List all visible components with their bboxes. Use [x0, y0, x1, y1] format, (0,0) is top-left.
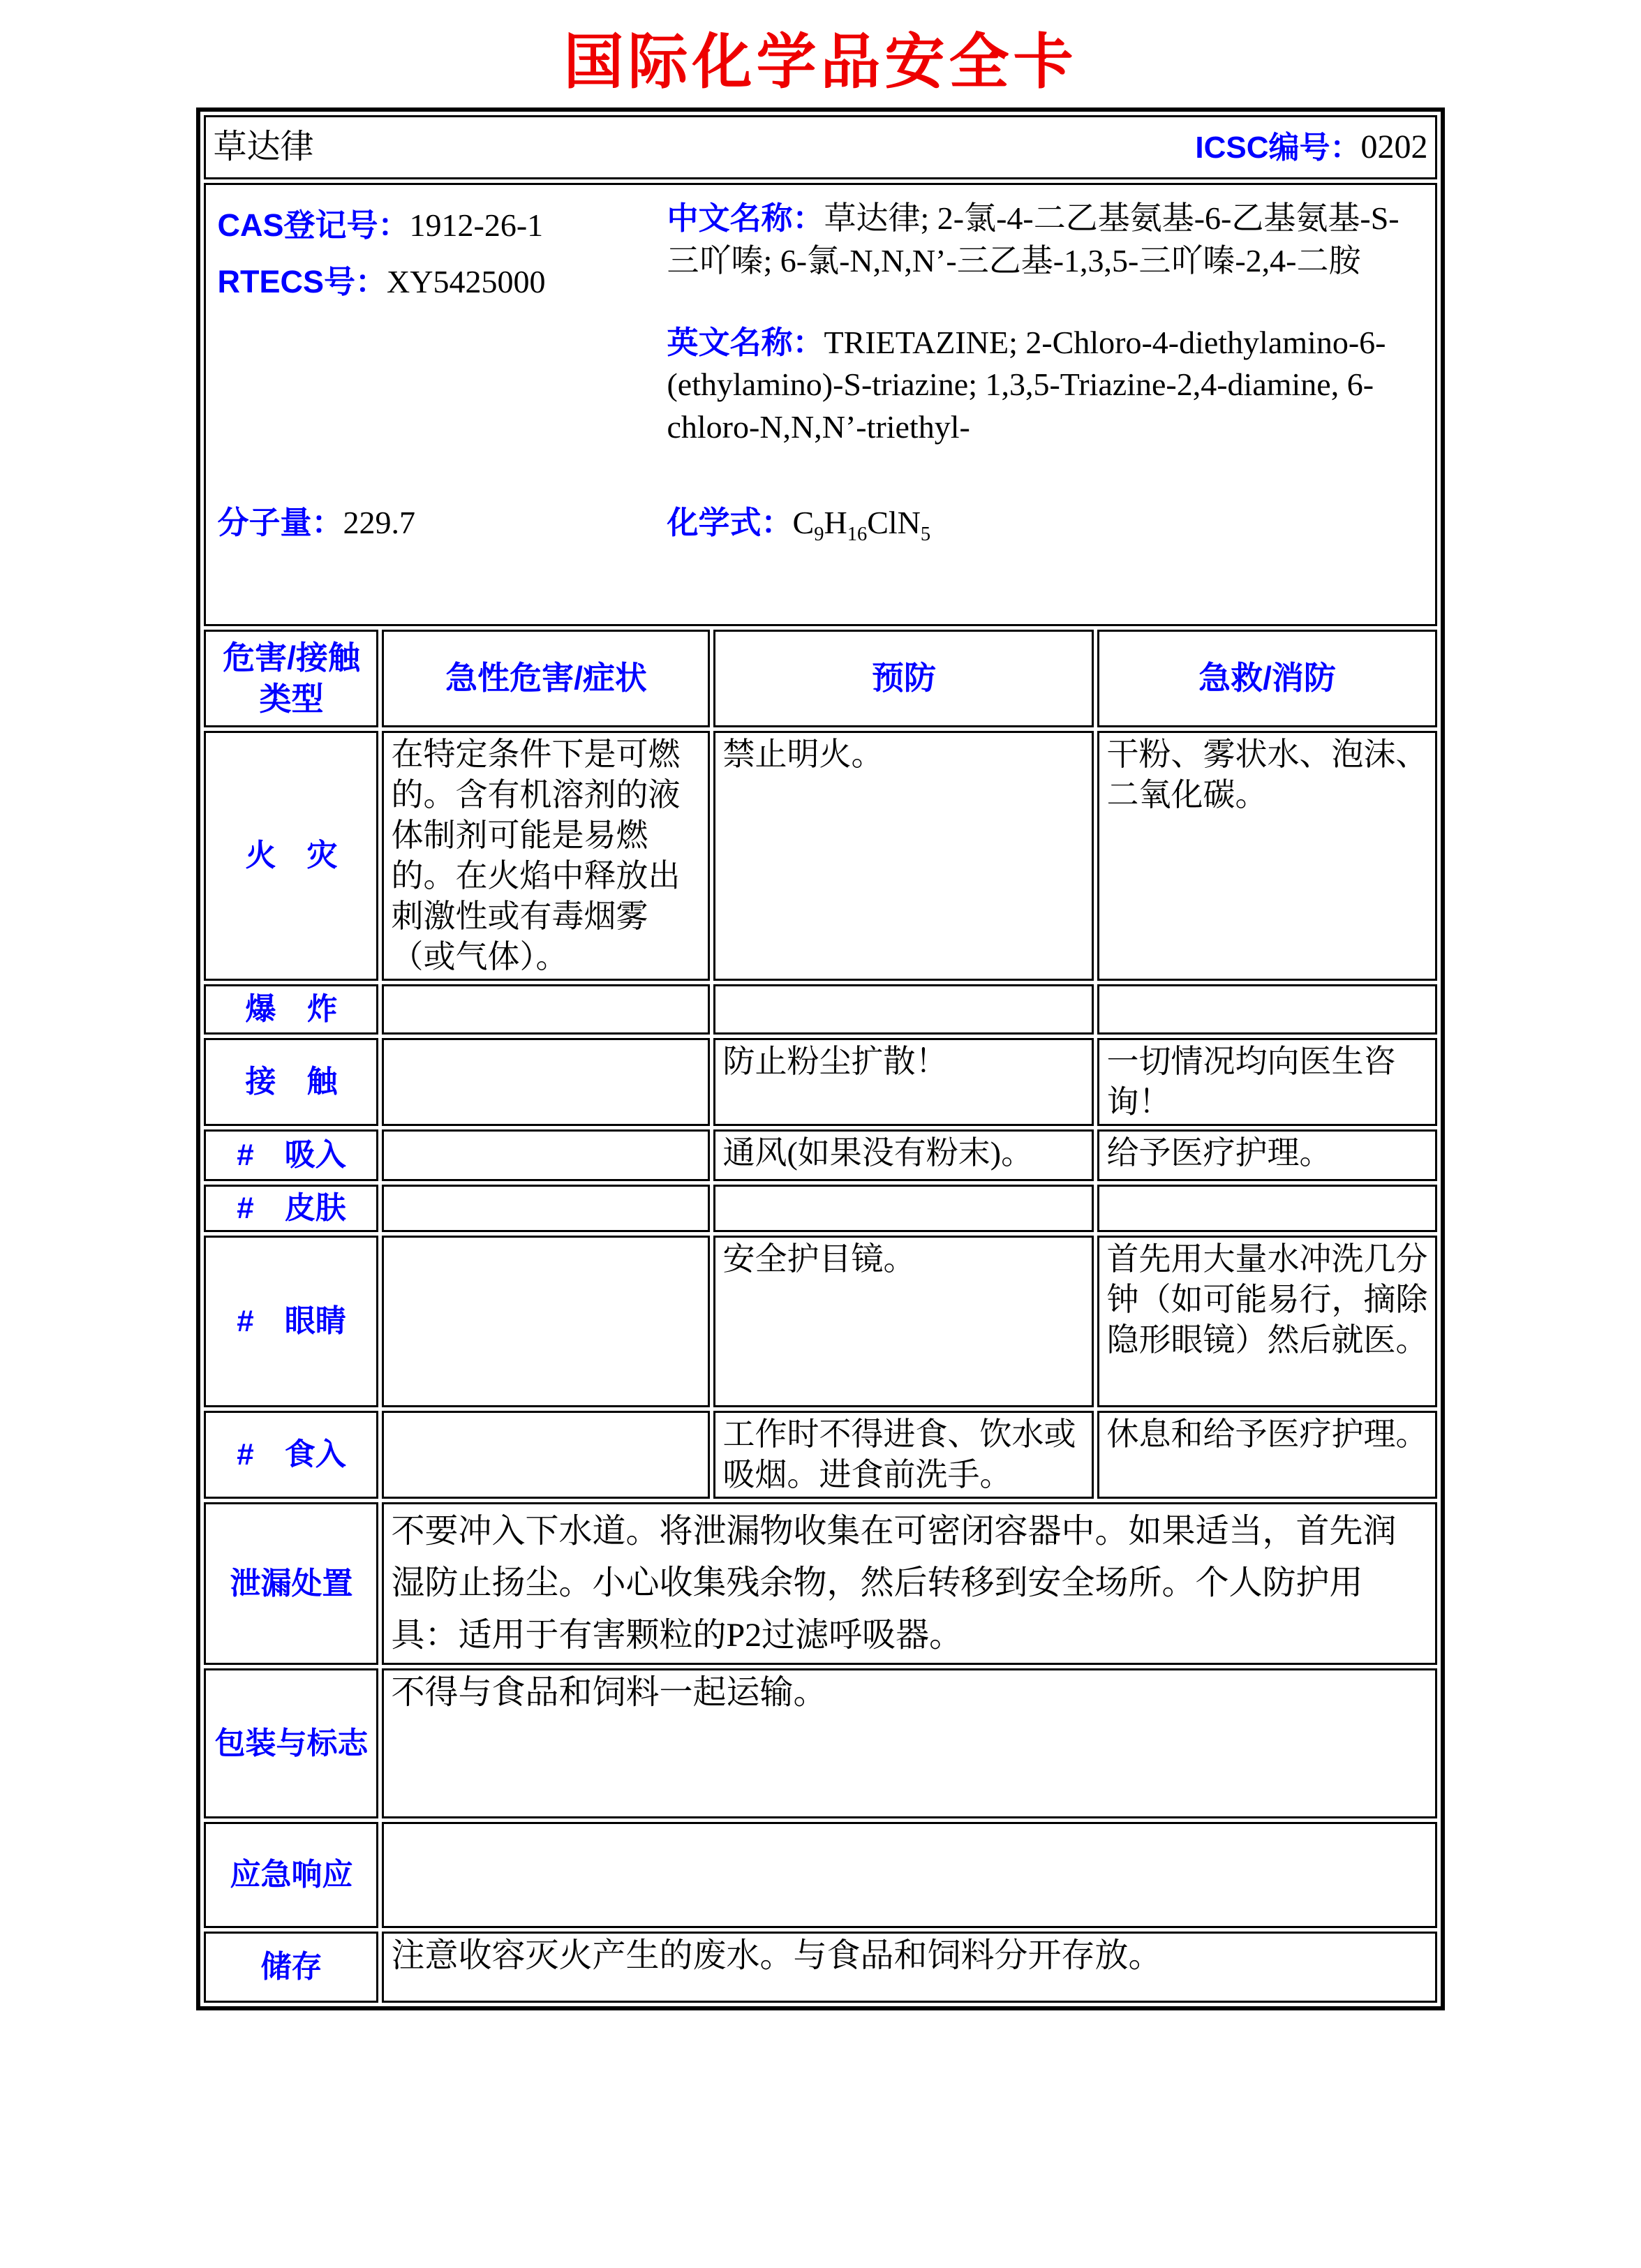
ingestion-prevention: 工作时不得进食、饮水或吸烟。进食前洗手。 [713, 1411, 1094, 1499]
english-name-value: TRIETAZINE; 2-Chloro-4-diethylamino-6-(ethylamino)-S-triazine; 1,3,5-Triazine-2,4-diamine, 6-chloro-N,N,N’-triethyl- [667, 324, 1386, 445]
explosion-prevention [713, 984, 1094, 1035]
eyes-symptoms [382, 1236, 710, 1407]
inhalation-symptoms [382, 1129, 710, 1181]
row-label-skin: # 皮肤 [204, 1185, 378, 1232]
header-acute-symptoms: 急性危害/症状 [382, 630, 710, 727]
table-row-eyes [204, 1236, 1436, 1407]
table-row-skin [204, 1185, 1436, 1232]
skin-first-aid [1097, 1185, 1436, 1232]
chinese-name-label: 中文名称： [667, 200, 824, 237]
icsc-card [196, 108, 1444, 2010]
icsc-number: 0202 [1360, 128, 1428, 166]
fire-first-aid: 干粉、雾状水、泡沫、二氧化碳。 [1097, 731, 1436, 981]
substance-name: 草达律 [213, 128, 314, 166]
row-label-fire: 火 灾 [204, 731, 378, 981]
hazard-table-header [204, 630, 1436, 727]
contact-prevention: 防止粉尘扩散！ [713, 1038, 1094, 1126]
table-row-explosion [204, 984, 1436, 1035]
cas-label: CAS登记号： [217, 207, 410, 244]
name-row-cell [204, 115, 1436, 179]
ingestion-first-aid: 休息和给予医疗护理。 [1097, 1411, 1436, 1499]
name-row [204, 115, 1436, 179]
header-first-aid: 急救/消防 [1097, 630, 1436, 727]
row-label-emergency-response: 应急响应 [204, 1822, 378, 1928]
formula-label: 化学式： [667, 505, 793, 541]
formula-field [667, 503, 931, 546]
rtecs-field [217, 254, 654, 311]
english-name-field [667, 322, 1425, 449]
header-hazard-type: 危害/接触类型 [204, 630, 378, 727]
row-label-spill-disposal: 泄漏处置 [204, 1502, 378, 1665]
chinese-name-value: 草达律; 2-氯-4-二乙基氨基-6-乙基氨基-S-三吖嗪; 6-氯-N,N,N’-三乙基-1,3,5-三吖嗪-2,4-二胺 [667, 200, 1399, 279]
fire-symptoms: 在特定条件下是可燃的。含有机溶剂的液体制剂可能是易燃的。在火焰中释放出刺激性或有毒烟雾（或气体）。 [382, 731, 710, 981]
row-label-inhalation: # 吸入 [204, 1129, 378, 1181]
icsc-label: ICSC编号： [1195, 131, 1361, 165]
rtecs-value: XY5425000 [387, 263, 546, 299]
row-label-packaging-labeling: 包装与标志 [204, 1668, 378, 1818]
identity-cell [204, 183, 1436, 626]
table-row-spill-disposal [204, 1502, 1436, 1665]
storage-content: 注意收容灭火产生的废水。与食品和饲料分开存放。 [382, 1932, 1436, 2003]
skin-symptoms [382, 1185, 710, 1232]
packaging-labeling-content: 不得与食品和饲料一起运输。 [382, 1668, 1436, 1818]
table-row-emergency-response [204, 1822, 1436, 1928]
formula-value: $C_9H_{16}ClN_5$ [792, 505, 931, 546]
table-row-ingestion [204, 1411, 1436, 1499]
row-label-storage: 储存 [204, 1932, 378, 2003]
identity-left-column [217, 198, 654, 617]
molecular-weight-label: 分子量： [217, 505, 343, 541]
ingestion-symptoms [382, 1411, 710, 1499]
table-row-packaging-labeling [204, 1668, 1436, 1818]
eyes-first-aid: 首先用大量水冲洗几分钟（如可能易行，摘除隐形眼镜）然后就医。 [1097, 1236, 1436, 1407]
row-label-explosion: 爆 炸 [204, 984, 378, 1035]
header-prevention: 预防 [713, 630, 1094, 727]
rtecs-label: RTECS号： [217, 263, 387, 299]
inhalation-prevention: 通风(如果没有粉末)。 [713, 1129, 1094, 1181]
cas-value: 1912-26-1 [409, 207, 544, 244]
page-title: 国际化学品安全卡 [563, 29, 1078, 96]
table-row-inhalation [204, 1129, 1436, 1181]
identity-right-column [667, 198, 1425, 617]
chinese-name-field [667, 198, 1425, 282]
molecular-weight-field [217, 503, 415, 543]
table-row-storage [204, 1932, 1436, 2003]
identity-row [204, 183, 1436, 626]
row-label-eyes: # 眼睛 [204, 1236, 378, 1407]
molecular-weight-value: 229.7 [343, 505, 415, 541]
skin-prevention [713, 1185, 1094, 1232]
explosion-first-aid [1097, 984, 1436, 1035]
inhalation-first-aid: 给予医疗护理。 [1097, 1129, 1436, 1181]
row-label-contact: 接 触 [204, 1038, 378, 1126]
fire-prevention: 禁止明火。 [713, 731, 1094, 981]
row-label-ingestion: # 食入 [204, 1411, 378, 1499]
icsc-number-field [1195, 126, 1427, 168]
table-row-fire [204, 731, 1436, 981]
spill-disposal-content: 不要冲入下水道。将泄漏物收集在可密闭容器中。如果适当，首先润湿防止扬尘。小心收集残余物，然后转移到安全场所。个人防护用具：适用于有害颗粒的P2过滤呼吸器。 [382, 1502, 1436, 1665]
english-name-label: 英文名称： [667, 324, 824, 360]
eyes-prevention: 安全护目镜。 [713, 1236, 1094, 1407]
explosion-symptoms [382, 984, 710, 1035]
table-row-contact [204, 1038, 1436, 1126]
contact-symptoms [382, 1038, 710, 1126]
contact-first-aid: 一切情况均向医生咨询！ [1097, 1038, 1436, 1126]
cas-field [217, 198, 654, 254]
emergency-response-content [382, 1822, 1436, 1928]
